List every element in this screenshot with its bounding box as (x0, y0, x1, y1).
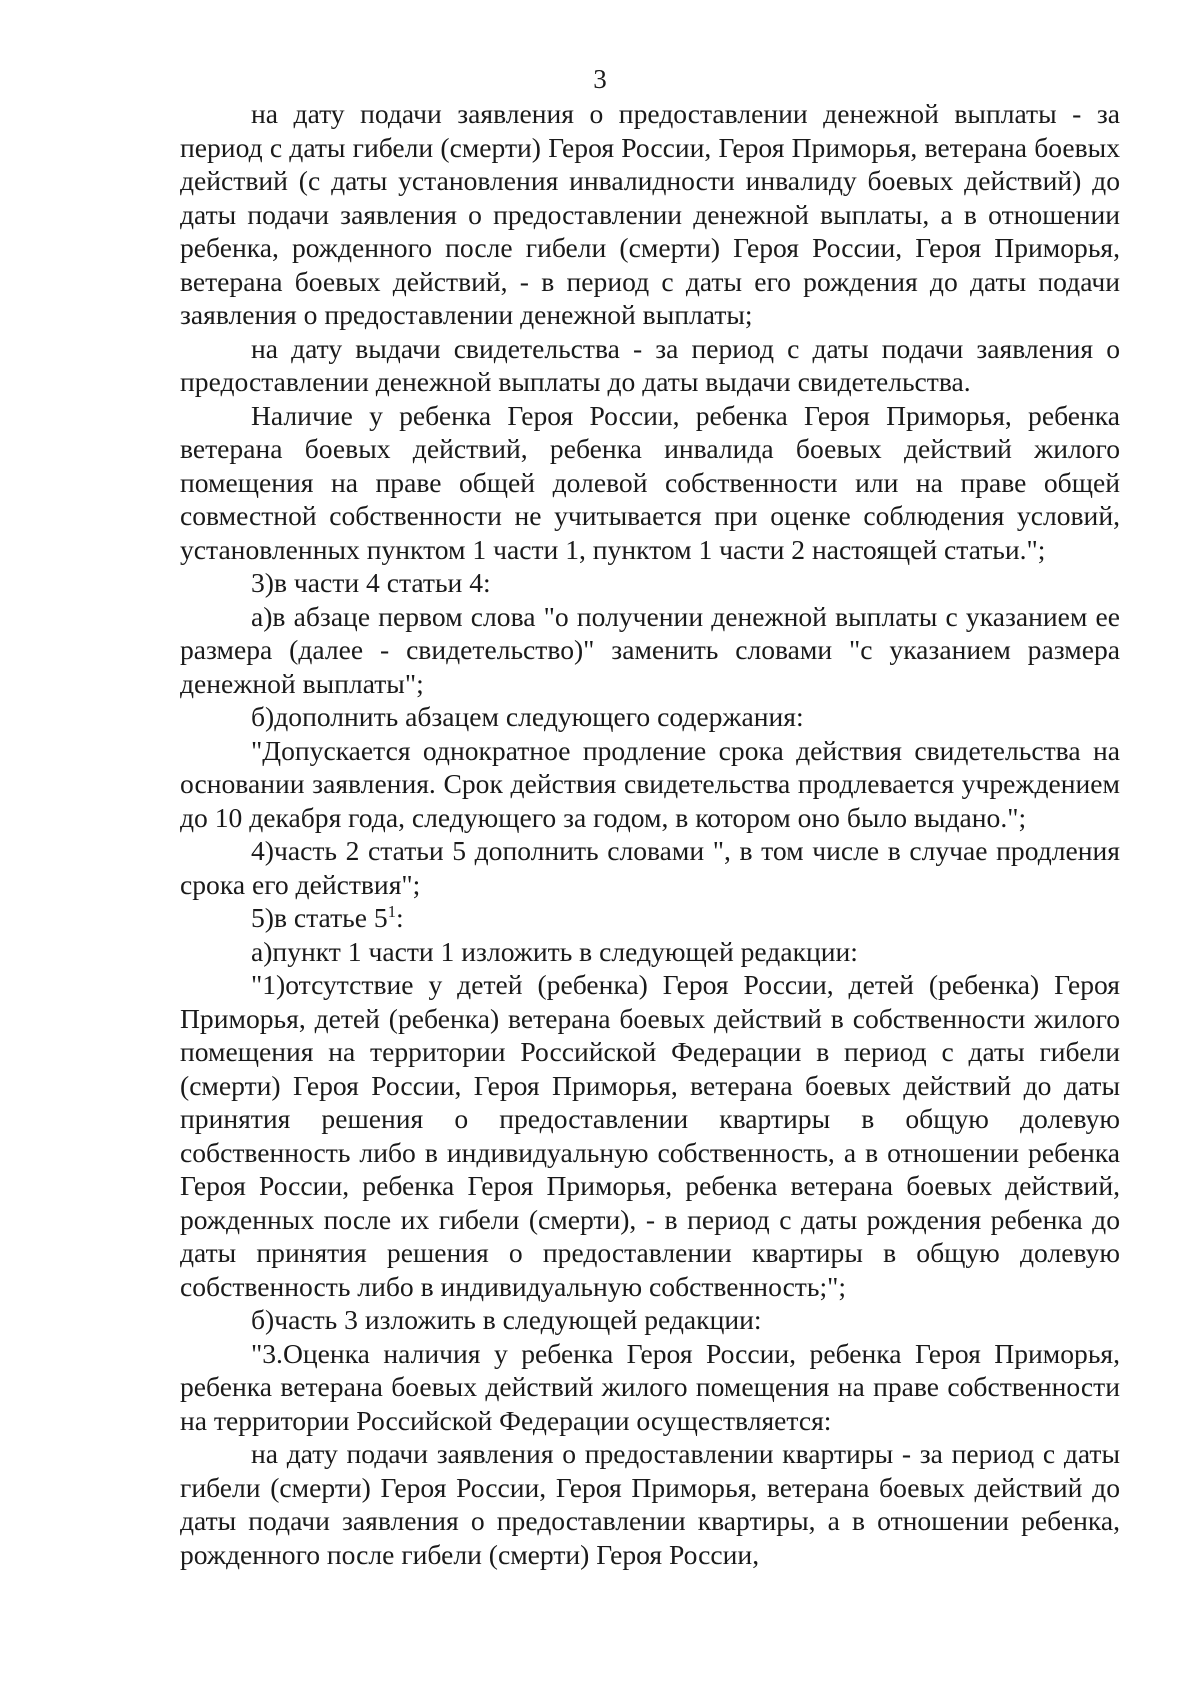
article-intro-paragraph (180, 901, 1120, 935)
document-body (180, 97, 1120, 1571)
paragraph: на дату подачи заявления о предоставлении денежной выплаты - за период с даты гибели (смерти) Героя России, Героя Приморья, ветерана боевых действий (с даты установления инвалидности инвалиду боевых действий) до даты подачи заявления о предоставлении денежной выплаты, а в отношении ребенка, рожденного после гибели (смерти) Героя России, Героя Приморья, ветерана боевых действий, - в период с даты его рождения до даты подачи заявления о предоставлении денежной выплаты; (180, 98, 1120, 330)
paragraph: а)пункт 1 части 1 изложить в следующей редакции: (251, 935, 858, 967)
paragraph: на дату выдачи свидетельства - за период с даты подачи заявления о предоставлении денежной выплаты до даты выдачи свидетельства. (180, 332, 1120, 397)
page-number: 3 (593, 64, 607, 94)
article-intro-suffix: : (395, 902, 404, 933)
paragraph: б)часть 3 изложить в следующей редакции: (251, 1304, 762, 1335)
paragraph: 3)в части 4 статьи 4: (251, 567, 491, 598)
article-superscript: 1 (387, 901, 396, 921)
paragraph: "Допускается однократное продление срока действия свидетельства на основании заявления. Срок действия свидетельства продлевается учреждением до 10 декабря года, следующего за годом, в котором оно было выдано."; (180, 734, 1120, 833)
paragraph: б)дополнить абзацем следующего содержания: (251, 701, 804, 732)
paragraph: "3.Оценка наличия у ребенка Героя России, ребенка Героя Приморья, ребенка ветерана боевых действий жилого помещения на праве собственности на территории Российской Федерации осуществляется: (180, 1337, 1120, 1436)
paragraph: 4)часть 2 статьи 5 дополнить словами ", в том числе в случае продления срока его действия"; (180, 835, 1120, 900)
paragraph: на дату подачи заявления о предоставлении квартиры - за период с даты гибели (смерти) Героя России, Героя Приморья, ветерана боевых действий до даты подачи заявления о предоставлении квартиры, а в отношении ребенка, рожденного после гибели (смерти) Героя России, (180, 1438, 1120, 1570)
paragraph: Наличие у ребенка Героя России, ребенка Героя Приморья, ребенка ветерана боевых действий, ребенка инвалида боевых действий жилого помещения на праве общей долевой собственности или на праве общей совместной собственности не учитывается при оценке соблюдения условий, установленных пунктом 1 части 1, пунктом 1 части 2 настоящей статьи."; (180, 399, 1120, 565)
paragraph: "1)отсутствие у детей (ребенка) Героя России, детей (ребенка) Героя Приморья, детей (ребенка) ветерана боевых действий в собственности жилого помещения на территории Российской Федерации в период с даты гибели (смерти) Героя России, Героя Приморья, ветерана боевых действий до даты принятия решения о предоставлении квартиры в общую долевую собственность либо в индивидуальную собственность, а в отношении ребенка Героя России, ребенка Героя Приморья, ребенка ветерана боевых действий, рожденных после их гибели (смерти), - в период с даты рождения ребенка до даты принятия решения о предоставлении квартиры в общую долевую собственность либо в индивидуальную собственность;"; (180, 969, 1120, 1302)
paragraph: а)в абзаце первом слова "о получении денежной выплаты с указанием ее размера (далее - свидетельство)" заменить словами "с указанием размера денежной выплаты"; (180, 600, 1120, 699)
article-intro-text: 5)в статье 5 (251, 902, 388, 933)
